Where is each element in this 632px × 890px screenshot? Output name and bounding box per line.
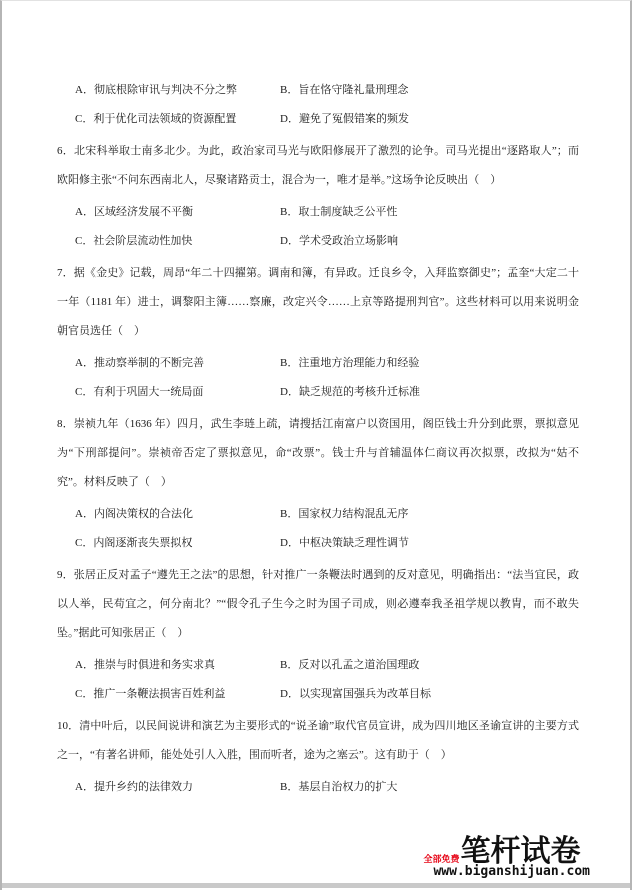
question-9-stem-line: 9．张居正反对孟子“遵先王之法”的思想，针对推广一条鞭法时遇到的反对意见，明确指出：“法当宜民，政: [57, 569, 579, 581]
option-d: D．以实现富国强兵为改革目标: [280, 688, 431, 700]
question-block-6: [57, 137, 579, 256]
option-row: [57, 500, 579, 529]
question-block-8: [57, 410, 579, 558]
question-9-stem-line: 以人举，民苟宜之，何分南北？”“假令孔子生今之时为国子司成，则必遵奉我圣祖学规以教胄，而不敢失: [57, 598, 579, 610]
option-row: [57, 227, 579, 256]
option-d: D．避免了冤假错案的频发: [280, 113, 409, 125]
option-c: C．利于优化司法领域的资源配置: [75, 113, 237, 125]
option-d: D．缺乏规范的考核升迁标准: [280, 386, 420, 398]
option-row: [57, 105, 579, 134]
question-6-stem-line: 6．北宋科举取士南多北少。为此，政治家司马光与欧阳修展开了激烈的论争。司马光提出“逐路取人”；而: [57, 145, 579, 157]
option-c: C．社会阶层流动性加快: [75, 235, 193, 247]
option-row: [57, 378, 579, 407]
question-9-options: [57, 651, 579, 709]
option-b: B．反对以孔孟之道治国理政: [280, 659, 420, 671]
free-badge: 全部免费: [423, 854, 460, 865]
question-6-stem-line: 欧阳修主张“不问东西南北人，尽聚诸路贡士，混合为一，唯才是举。”这场争论反映出（ ）: [57, 174, 502, 186]
question-8-stem-line: 究”。材料反映了（ ）: [57, 476, 172, 488]
option-a: A．推动察举制的不断完善: [75, 357, 204, 369]
option-d: D．中枢决策缺乏理性调节: [280, 537, 409, 549]
brand-url: www.biganshijuan.com: [433, 864, 590, 880]
option-a: A．推崇与时俱进和务实求真: [75, 659, 215, 671]
option-c: C．内阁逐渐丧失票拟权: [75, 537, 193, 549]
question-7-stem-line: 一年（1181 年）进士，调黎阳主簿……察廉，改定兴令……上京等路提刑判官”。这些材料可以用来说明金: [57, 296, 579, 308]
brand-title: 笔杆试卷: [460, 834, 581, 868]
question-10-stem-line: 之一，“有著名讲师，能处处引人入胜，围而听者，途为之塞云”。这有助于（ ）: [57, 749, 452, 761]
question-block-9: [57, 561, 579, 709]
site-watermark: [423, 834, 590, 881]
exam-content: [57, 1, 579, 805]
question-5-options: [57, 76, 579, 134]
option-row: [57, 773, 579, 802]
option-row: [57, 198, 579, 227]
question-10-stem-line: 10．清中叶后，以民间说讲和演艺为主要形式的“说圣谕”取代官员宣讲，成为四川地区圣谕宣讲的主要方式: [57, 720, 579, 732]
option-c: C．推广一条鞭法损害百姓利益: [75, 688, 226, 700]
question-8-stem-line: 8．崇祯九年（1636 年）四月，武生李琏上疏，请搜括江南富户以资国用，阁臣钱士升分到此票，票拟意见: [57, 418, 579, 430]
question-7-stem-line: 朝官员选任（ ）: [57, 325, 145, 337]
option-a: A．彻底根除审讯与判决不分之弊: [75, 84, 237, 96]
question-6-options: [57, 198, 579, 256]
page-bottom-edge: [0, 883, 632, 888]
option-row: [57, 76, 579, 105]
option-a: A．提升乡约的法律效力: [75, 781, 193, 793]
question-block-7: [57, 259, 579, 407]
option-row: [57, 680, 579, 709]
option-b: B．旨在恪守隆礼量刑理念: [280, 84, 409, 96]
option-b: B．取士制度缺乏公平性: [280, 206, 398, 218]
option-row: [57, 349, 579, 378]
question-block-10: [57, 712, 579, 802]
question-8-options: [57, 500, 579, 558]
option-b: B．国家权力结构混乱无序: [280, 508, 409, 520]
question-10-options: [57, 773, 579, 802]
option-a: A．内阁决策权的合法化: [75, 508, 193, 520]
option-b: B．注重地方治理能力和经验: [280, 357, 420, 369]
option-d: D．学术受政治立场影响: [280, 235, 398, 247]
question-7-stem-line: 7．据《金史》记载，周昂“年二十四擢第。调南和簿，有异政。迁良乡令，入拜监察御史”；孟奎“大定二十: [57, 267, 579, 279]
option-row: [57, 529, 579, 558]
question-block-5: [57, 76, 579, 134]
option-c: C．有利于巩固大一统局面: [75, 386, 204, 398]
question-8-stem-line: 为“下刑部提问”。崇祯帝否定了票拟意见，命“改票”。钱士升与首辅温体仁商议再次拟票，改拟为“姑不: [57, 447, 579, 459]
question-7-options: [57, 349, 579, 407]
question-9-stem-line: 坠。”据此可知张居正（ ）: [57, 627, 189, 639]
option-row: [57, 651, 579, 680]
option-a: A．区域经济发展不平衡: [75, 206, 193, 218]
option-b: B．基层自治权力的扩大: [280, 781, 398, 793]
